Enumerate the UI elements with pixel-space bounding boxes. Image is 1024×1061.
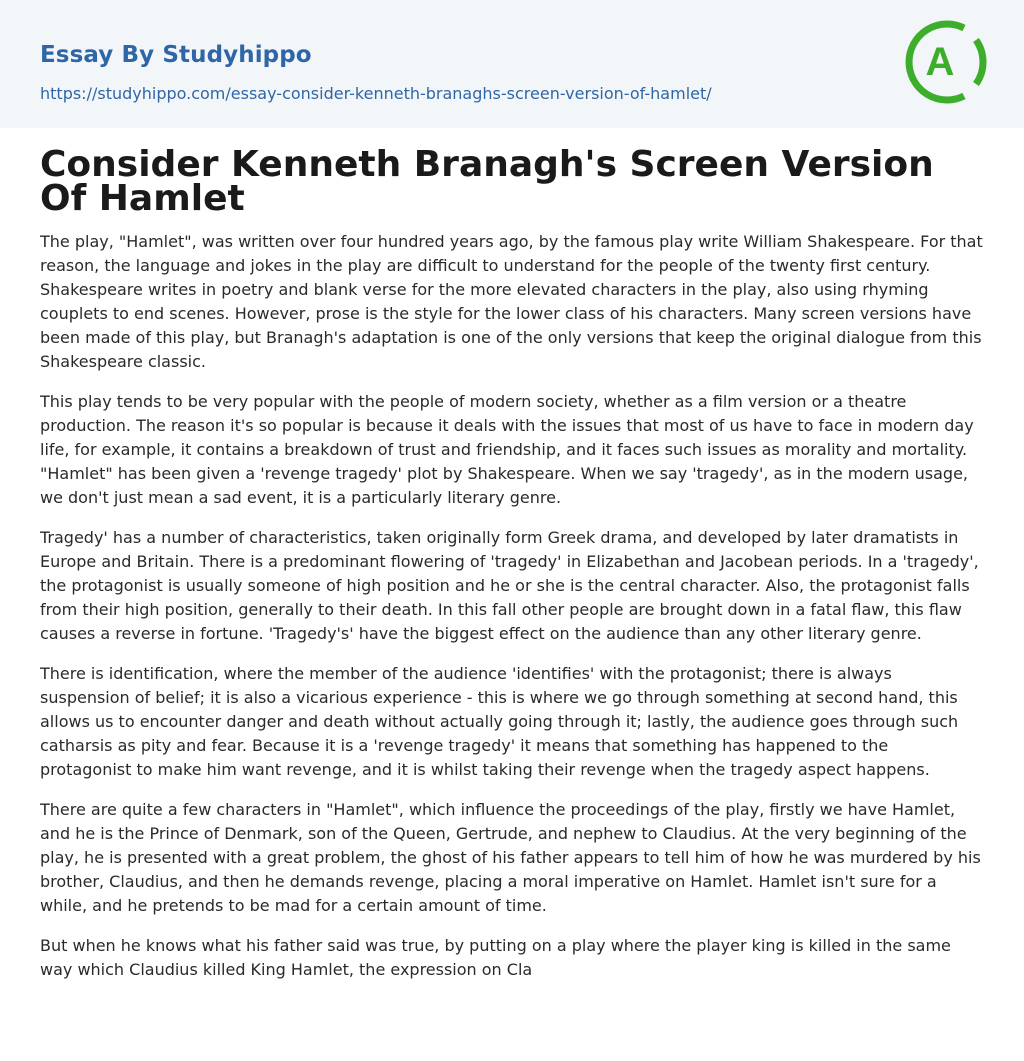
article-title: Consider Kenneth Branagh's Screen Version Of Hamlet bbox=[40, 144, 934, 219]
site-header bbox=[0, 0, 1024, 128]
article-paragraph: There are quite a few characters in "Hamlet", which influence the proceedings of the play, firstly we have Hamlet, and he is the Prince of Denmark, son of the Queen, Gertrude, and nephew to Claudius. At the very beginning of the play, he is presented with a great problem, the ghost of his father appears to tell him of how he was murdered by his brother, Claudius, and then he demands revenge, placing a moral imperative on Hamlet. Hamlet isn't sure for a while, and he pretends to be mad for a certain amount of time. bbox=[40, 800, 981, 915]
article-paragraph: The play, "Hamlet", was written over four hundred years ago, by the famous play write William Shakespeare. For that reason, the language and jokes in the play are difficult to understand for the people of the twenty first century. Shakespeare writes in poetry and blank verse for the more elevated characters in the play, also using rhyming couplets to end scenes. However, prose is the style for the lower class of his characters. Many screen versions have been made of this play, but Branagh's adaptation is one of the only versions that keep the original dialogue from this Shakespeare classic. bbox=[40, 232, 983, 371]
site-brand[interactable]: Essay By Studyhippo bbox=[40, 42, 312, 68]
article-paragraph: There is identification, where the member of the audience 'identifies' with the protagonist; there is always suspension of belief; it is also a vicarious experience - this is where we go through something at second hand, this allows us to encounter danger and death without actually going through it; lastly, the audience goes through such catharsis as pity and fear. Because it is a 'revenge tragedy' it means that something has happened to the protagonist to make him want revenge, and it is whilst taking their revenge when the tragedy aspect happens. bbox=[40, 664, 959, 779]
article bbox=[40, 144, 984, 982]
article-paragraph: Tragedy' has a number of characteristics, taken originally form Greek drama, and developed by later dramatists in Europe and Britain. There is a predominant flowering of 'tragedy' in Elizabethan and Jacobean periods. In a 'tragedy', the protagonist is usually someone of high position and he or she is the central character. Also, the protagonist falls from their high position, generally to their death. In this fall other people are brought down in a fatal flaw, this flaw causes a reverse in fortune. 'Tragedy's' have the biggest effect on the audience than any other literary genre. bbox=[40, 528, 979, 643]
article-paragraph: But when he knows what his father said was true, by putting on a play where the player king is killed in the same way which Claudius killed King Hamlet, the expression on Cla bbox=[40, 936, 951, 979]
page-url-link[interactable]: https://studyhippo.com/essay-consider-kenneth-branaghs-screen-version-of-hamlet/ bbox=[40, 84, 712, 103]
article-paragraph: This play tends to be very popular with the people of modern society, whether as a film version or a theatre production. The reason it's so popular is because it deals with the issues that most of us have to face in modern day life, for example, it contains a breakdown of trust and friendship, and it faces such issues as morality and mortality. "Hamlet" has been given a 'revenge tragedy' plot by Shakespeare. When we say 'tragedy', as in the modern usage, we don't just mean a sad event, it is a particularly literary genre. bbox=[40, 392, 974, 507]
studyhippo-logo-icon[interactable] bbox=[904, 18, 988, 106]
logo-letter: A bbox=[925, 40, 955, 84]
